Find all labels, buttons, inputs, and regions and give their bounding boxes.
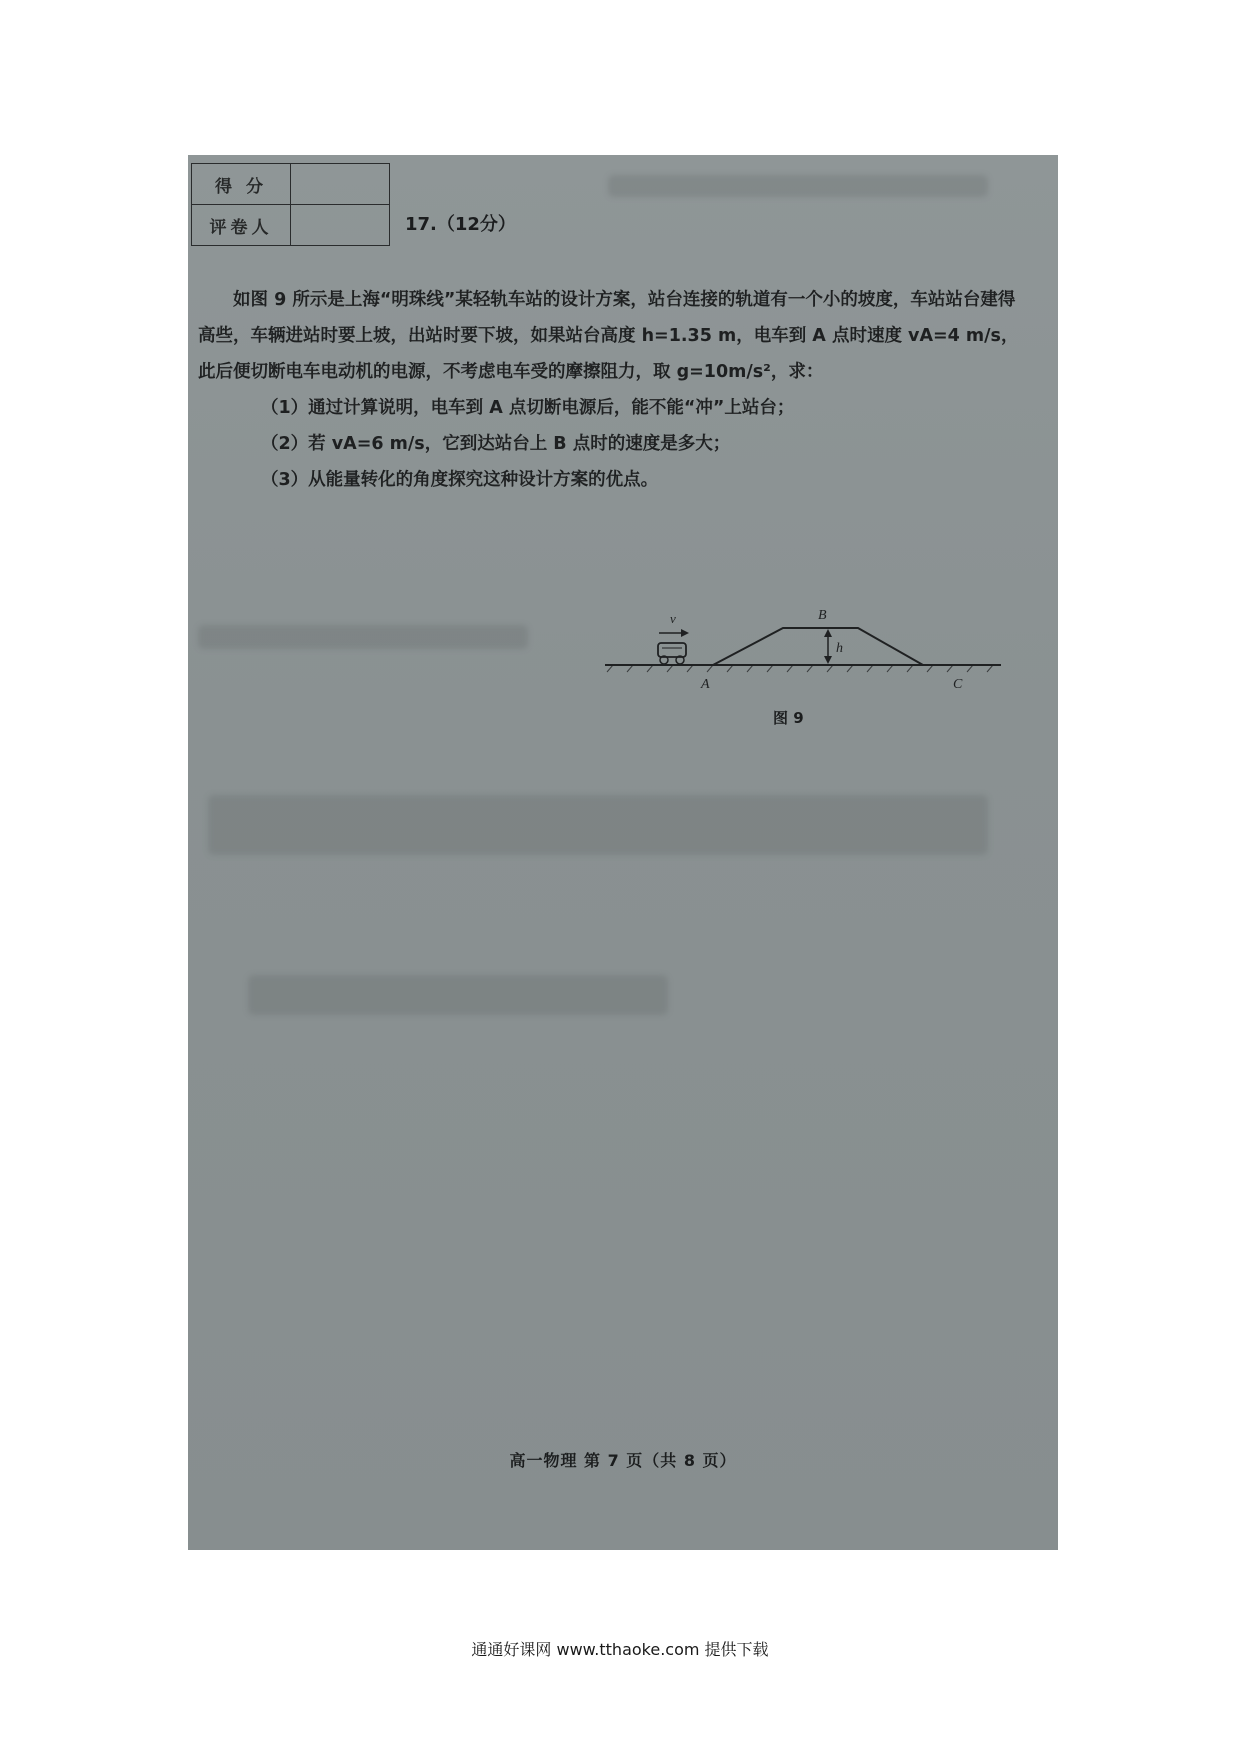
page-footer: 高一物理 第 7 页（共 8 页） [509, 1451, 737, 1470]
download-watermark: 通通好课网 www.tthaoke.com 提供下载 [471, 1640, 769, 1659]
velocity-arrow-head [681, 629, 689, 637]
score-box [191, 163, 390, 246]
score-cell [291, 164, 390, 205]
height-arrow-head-down [824, 656, 832, 664]
station-platform-outline [713, 628, 923, 665]
bleed-through-smudge [608, 175, 988, 197]
grader-label: 评卷人 [192, 205, 291, 246]
question-number: 17.（12分） [405, 214, 516, 235]
station-ramp-diagram [603, 595, 1003, 705]
grader-cell [291, 205, 390, 246]
bleed-through-smudge [198, 625, 528, 649]
height-arrow-head-up [824, 629, 832, 637]
score-label: 得 分 [192, 164, 291, 205]
problem-part-2: （2）若 vA=6 m/s，它到达站台上 B 点时的速度是多大； [261, 434, 731, 454]
label-h: h [836, 641, 843, 656]
bleed-through-smudge [248, 975, 668, 1015]
problem-part-3: （3）从能量转化的角度探究这种设计方案的优点。 [261, 470, 659, 490]
label-a: A [701, 677, 710, 692]
label-v: v [670, 611, 676, 626]
problem-text [198, 282, 1028, 498]
figure-9 [603, 595, 1003, 735]
problem-part-1: （1）通过计算说明，电车到 A 点切断电源后，能不能“冲”上站台； [261, 398, 795, 418]
ground-hatching [607, 665, 993, 672]
bleed-through-smudge [208, 795, 988, 855]
tram-car-icon [658, 643, 686, 664]
label-b: B [818, 608, 827, 623]
problem-intro: 如图 9 所示是上海“明珠线”某轻轨车站的设计方案，站台连接的轨道有一个小的坡度，车站站台建得高些，车辆进站时要上坡，出站时要下坡，如果站台高度 h=1.35 m，电车到 A 点时速度 vA=4 m/s，此后便切断电车电动机的电源，不考虑电车受的摩擦阻力，取 g=10m/s²，求： [198, 290, 1019, 382]
label-c: C [953, 677, 963, 692]
scanned-exam-page [188, 155, 1058, 1550]
figure-caption: 图 9 [773, 709, 804, 727]
